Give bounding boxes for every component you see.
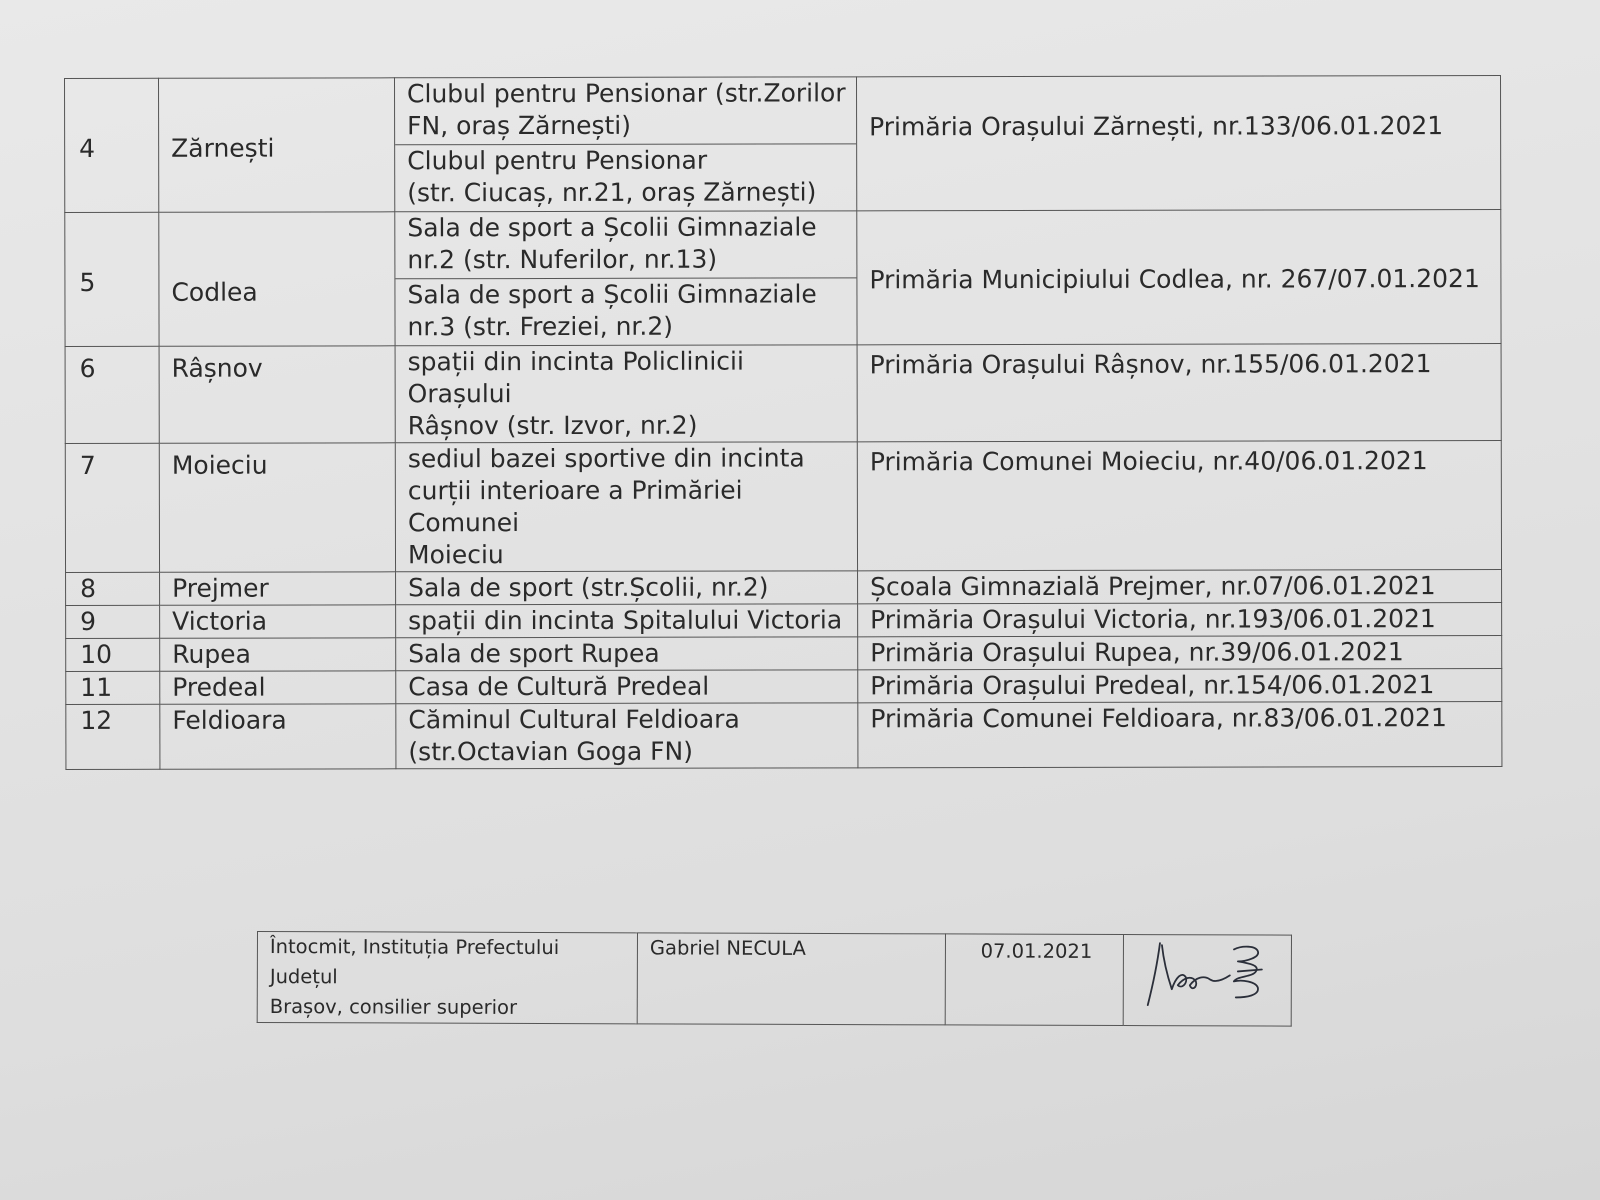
reference-cell: Primăria Orașului Râșnov, nr.155/06.01.2021	[857, 343, 1501, 441]
reference-cell: Primăria Orașului Predeal, nr.154/06.01.2021	[858, 668, 1502, 702]
row-number: 8	[66, 572, 160, 605]
location-entry: Clubul pentru Pensionar (str. Ciucaș, nr.21, oraș Zărnești)	[395, 143, 856, 211]
signature-row	[257, 932, 1291, 1027]
row-number: 12	[66, 704, 160, 769]
location-entry: Sala de sport a Școlii Gimnaziale nr.2 (str. Nuferilor, nr.13)	[407, 212, 817, 275]
table-row	[65, 440, 1501, 572]
table-row	[65, 209, 1501, 346]
locality-cell: Predeal	[160, 671, 396, 704]
table-row	[66, 668, 1502, 704]
prepared-by-cell: Întocmit, Instituția Prefectului Județul Brașov, consilier superior	[257, 932, 637, 1024]
location-cell: sediul bazei sportive din incinta curții interioare a Primăriei Comunei Moieciu	[395, 442, 857, 572]
row-number: 6	[65, 346, 159, 443]
table-row	[66, 602, 1502, 638]
locality-cell: Feldioara	[160, 704, 396, 769]
table-row	[65, 75, 1501, 212]
locality-cell: Codlea	[159, 212, 395, 346]
locality-cell: Victoria	[160, 605, 396, 638]
location-cell: Sala de sport Rupea	[396, 637, 858, 671]
locality-cell: Zărnești	[159, 78, 395, 212]
location-cell: spații din incinta Spitalului Victoria	[396, 604, 858, 638]
location-cell: spații din incinta Policlinicii Orașului Râșnov (str. Izvor, nr.2)	[395, 345, 857, 443]
table-row	[66, 569, 1502, 605]
location-entry: Sala de sport a Școlii Gimnaziale nr.3 (str. Freziei, nr.2)	[395, 277, 856, 345]
reference-cell: Primăria Municipiului Codlea, nr. 267/07.01.2021	[857, 209, 1501, 344]
table-row	[65, 343, 1501, 443]
location-cell	[395, 211, 857, 346]
row-number: 5	[65, 212, 159, 346]
row-number: 10	[66, 638, 160, 671]
reference-cell: Primăria Comunei Feldioara, nr.83/06.01.2021	[858, 701, 1502, 767]
location-cell: Sala de sport (str.Școlii, nr.2)	[396, 571, 858, 605]
locality-cell: Rupea	[160, 638, 396, 671]
row-number: 7	[65, 443, 159, 572]
location-cell	[395, 77, 857, 212]
reference-cell: Primăria Comunei Moieciu, nr.40/06.01.2021	[857, 440, 1501, 570]
table-row	[66, 635, 1502, 671]
signature-table	[257, 931, 1292, 1027]
locality-cell: Moieciu	[159, 443, 395, 572]
location-cell: Căminul Cultural Feldioara (str.Octavian Goga FN)	[396, 703, 858, 769]
reference-cell: Școala Gimnazială Prejmer, nr.07/06.01.2021	[858, 569, 1502, 603]
reference-cell: Primăria Orașului Zărnești, nr.133/06.01.2021	[856, 75, 1500, 210]
signer-name-cell: Gabriel NECULA	[637, 933, 945, 1025]
handwritten-signature-icon	[1137, 937, 1277, 1009]
location-cell: Casa de Cultură Predeal	[396, 670, 858, 704]
date-cell: 07.01.2021	[945, 934, 1123, 1026]
location-entry: Clubul pentru Pensionar (str.Zorilor FN, oraș Zărnești)	[407, 78, 846, 141]
row-number: 4	[65, 78, 159, 212]
signature-cell	[1123, 935, 1291, 1027]
reference-cell: Primăria Orașului Victoria, nr.193/06.01.2021	[858, 602, 1502, 636]
reference-cell: Primăria Orașului Rupea, nr.39/06.01.2021	[858, 635, 1502, 669]
row-number: 9	[66, 605, 160, 638]
locations-table	[64, 75, 1502, 770]
locality-cell: Prejmer	[160, 572, 396, 605]
locality-cell: Râșnov	[159, 346, 395, 443]
row-number: 11	[66, 671, 160, 704]
table-row	[66, 701, 1502, 769]
